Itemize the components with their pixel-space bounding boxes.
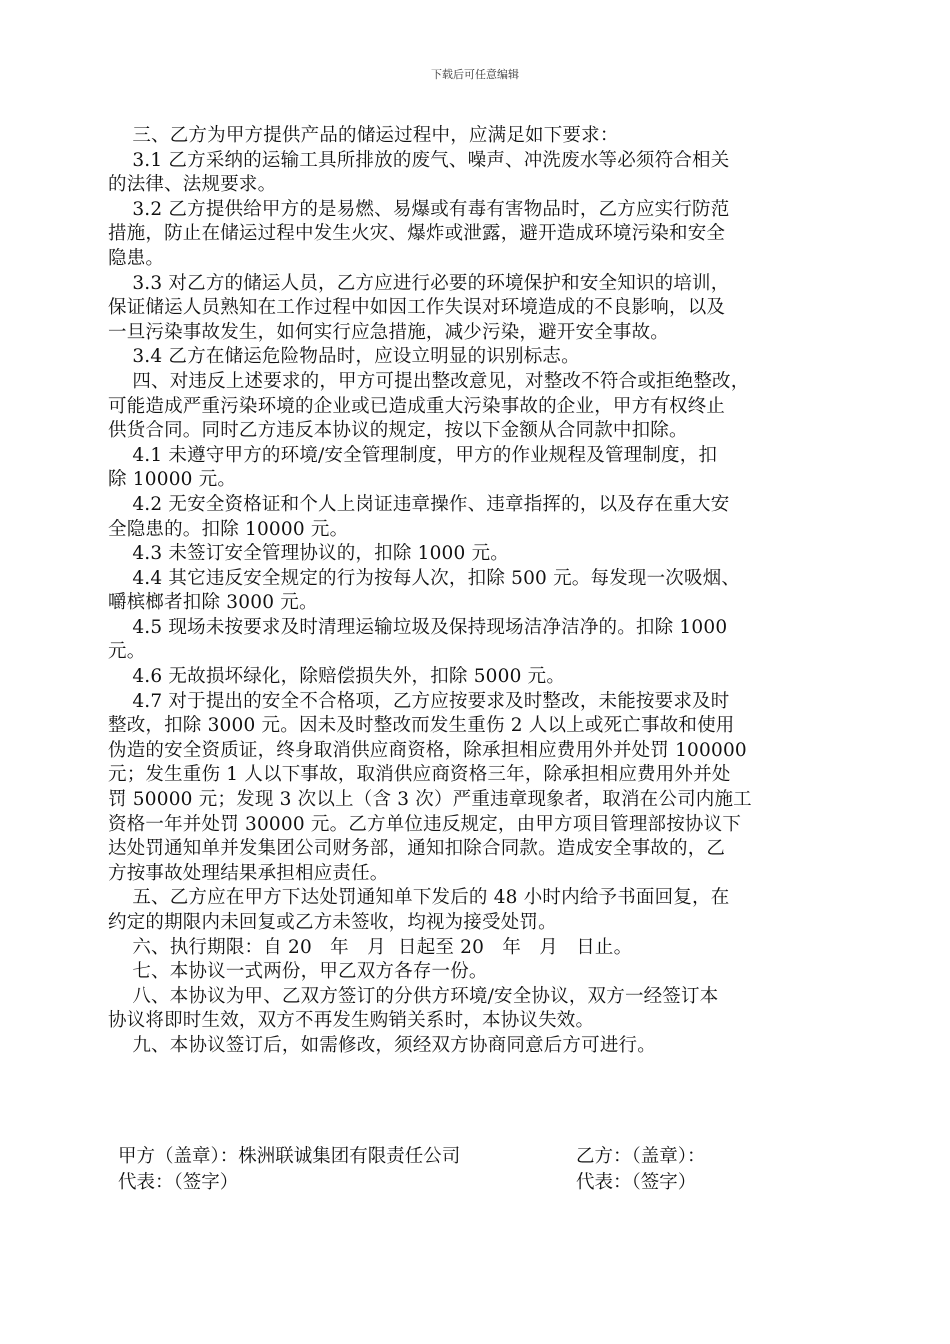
text-line: 罚 50000 元；发现 3 次以上（含 3 次）严重违章现象者，取消在公司内施工 [108, 789, 752, 811]
text-line: 全隐患的。扣除 10000 元。 [108, 518, 349, 540]
text-line: 元；发生重伤 1 人以下事故，取消供应商资格三年，除承担相应费用外并处 [108, 764, 731, 786]
text-line: 一旦污染事故发生，如何实行应急措施，减少污染，避开安全事故。 [108, 321, 670, 343]
text-line: 3.4 乙方在储运危险物品时，应设立明显的识别标志。 [108, 346, 580, 368]
text-line: 4.1 未遵守甲方的环境/安全管理制度，甲方的作业规程及管理制度，扣 [108, 444, 718, 466]
text-line: 整改，扣除 3000 元。因未及时整改而发生重伤 2 人以上或死亡事故和使用 [108, 715, 735, 737]
text-line: 嚼槟榔者扣除 3000 元。 [108, 592, 318, 614]
text-line: 隐患。 [108, 247, 165, 269]
text-line: 约定的期限内未回复或乙方未签收，均视为接受处罚。 [108, 912, 557, 933]
text-line: 4.3 未签订安全管理协议的，扣除 1000 元。 [108, 543, 509, 565]
text-line: 资格一年并处罚 30000 元。乙方单位违反规定，由甲方项目管理部按协议下 [108, 813, 742, 835]
text-line: 措施，防止在储运过程中发生火灾、爆炸或泄露，避开造成环境污染和安全 [108, 223, 726, 245]
text-line: 八、本协议为甲、乙双方签订的分供方环境/安全协议，双方一经签订本 [108, 985, 719, 1007]
text-line: 的法律、法规要求。 [108, 174, 277, 196]
text-line: 四、对违反上述要求的，甲方可提出整改意见，对整改不符合或拒绝整改， [108, 370, 750, 392]
signature-row-representative [118, 1170, 858, 1196]
text-line: 元。 [108, 641, 146, 663]
download-note: 下载后可任意编辑 [431, 68, 519, 81]
text-line: 4.7 对于提出的安全不合格项，乙方应按要求及时整改，未能按要求及时 [108, 690, 730, 712]
text-line: 达处罚通知单并发集团公司财务部，通知扣除合同款。造成安全事故的，乙 [108, 838, 726, 860]
text-line: 4.5 现场未按要求及时清理运输垃圾及保持现场洁净洁净的。扣除 1000 [108, 616, 728, 638]
text-line: 协议将即时生效，双方不再发生购销关系时，本协议失效。 [108, 1010, 595, 1032]
text-line: 除 10000 元。 [108, 469, 237, 491]
text-line: 五、乙方应在甲方下达处罚通知单下发后的 48 小时内给予书面回复，在 [108, 887, 730, 909]
text-line: 保证储运人员熟知在工作过程中如因工作失误对环境造成的不良影响，以及 [108, 297, 726, 319]
text-line: 伪造的安全资质证，终身取消供应商资格，除承担相应费用外并处罚 100000 [108, 739, 747, 761]
text-line: 方按事故处理结果承担相应责任。 [108, 862, 389, 884]
signature-block [118, 1144, 858, 1196]
text-line: 六、执行期限：自 20 年 月 日起至 20 年 月 日止。 [108, 936, 633, 958]
text-line: 可能造成严重污染环境的企业或已造成重大污染事故的企业，甲方有权终止 [108, 395, 726, 417]
text-line: 4.2 无安全资格证和个人上岗证违章操作、违章指挥的，以及存在重大安 [108, 493, 730, 515]
text-line: 3.2 乙方提供给甲方的是易燃、易爆或有毒有害物品时，乙方应实行防范 [108, 198, 730, 220]
signature-row-seal [118, 1144, 858, 1170]
party-b-seal: 乙方：（盖章）： [576, 1146, 706, 1167]
party-a-seal: 甲方（盖章）：株洲联诚集团有限责任公司 [118, 1146, 461, 1167]
party-b-representative: 代表：（签字） [576, 1172, 697, 1193]
agreement-body [108, 124, 848, 1059]
text-line: 4.4 其它违反安全规定的行为按每人次，扣除 500 元。每发现一次吸烟、 [108, 567, 741, 589]
party-a-representative: 代表：（签字） [118, 1172, 239, 1193]
text-line: 4.6 无故损坏绿化，除赔偿损失外，扣除 5000 元。 [108, 666, 566, 688]
text-line: 三、乙方为甲方提供产品的储运过程中，应满足如下要求： [108, 125, 619, 146]
text-line: 九、本协议签订后，如需修改，须经双方协商同意后方可进行。 [108, 1034, 656, 1056]
text-line: 七、本协议一式两份，甲乙双方各存一份。 [108, 961, 488, 983]
text-line: 3.1 乙方采纳的运输工具所排放的废气、噪声、冲洗废水等必须符合相关 [108, 149, 730, 171]
text-line: 3.3 对乙方的储运人员，乙方应进行必要的环境保护和安全知识的培训， [108, 272, 730, 294]
text-line: 供货合同。同时乙方违反本协议的规定，按以下金额从合同款中扣除。 [108, 420, 688, 442]
